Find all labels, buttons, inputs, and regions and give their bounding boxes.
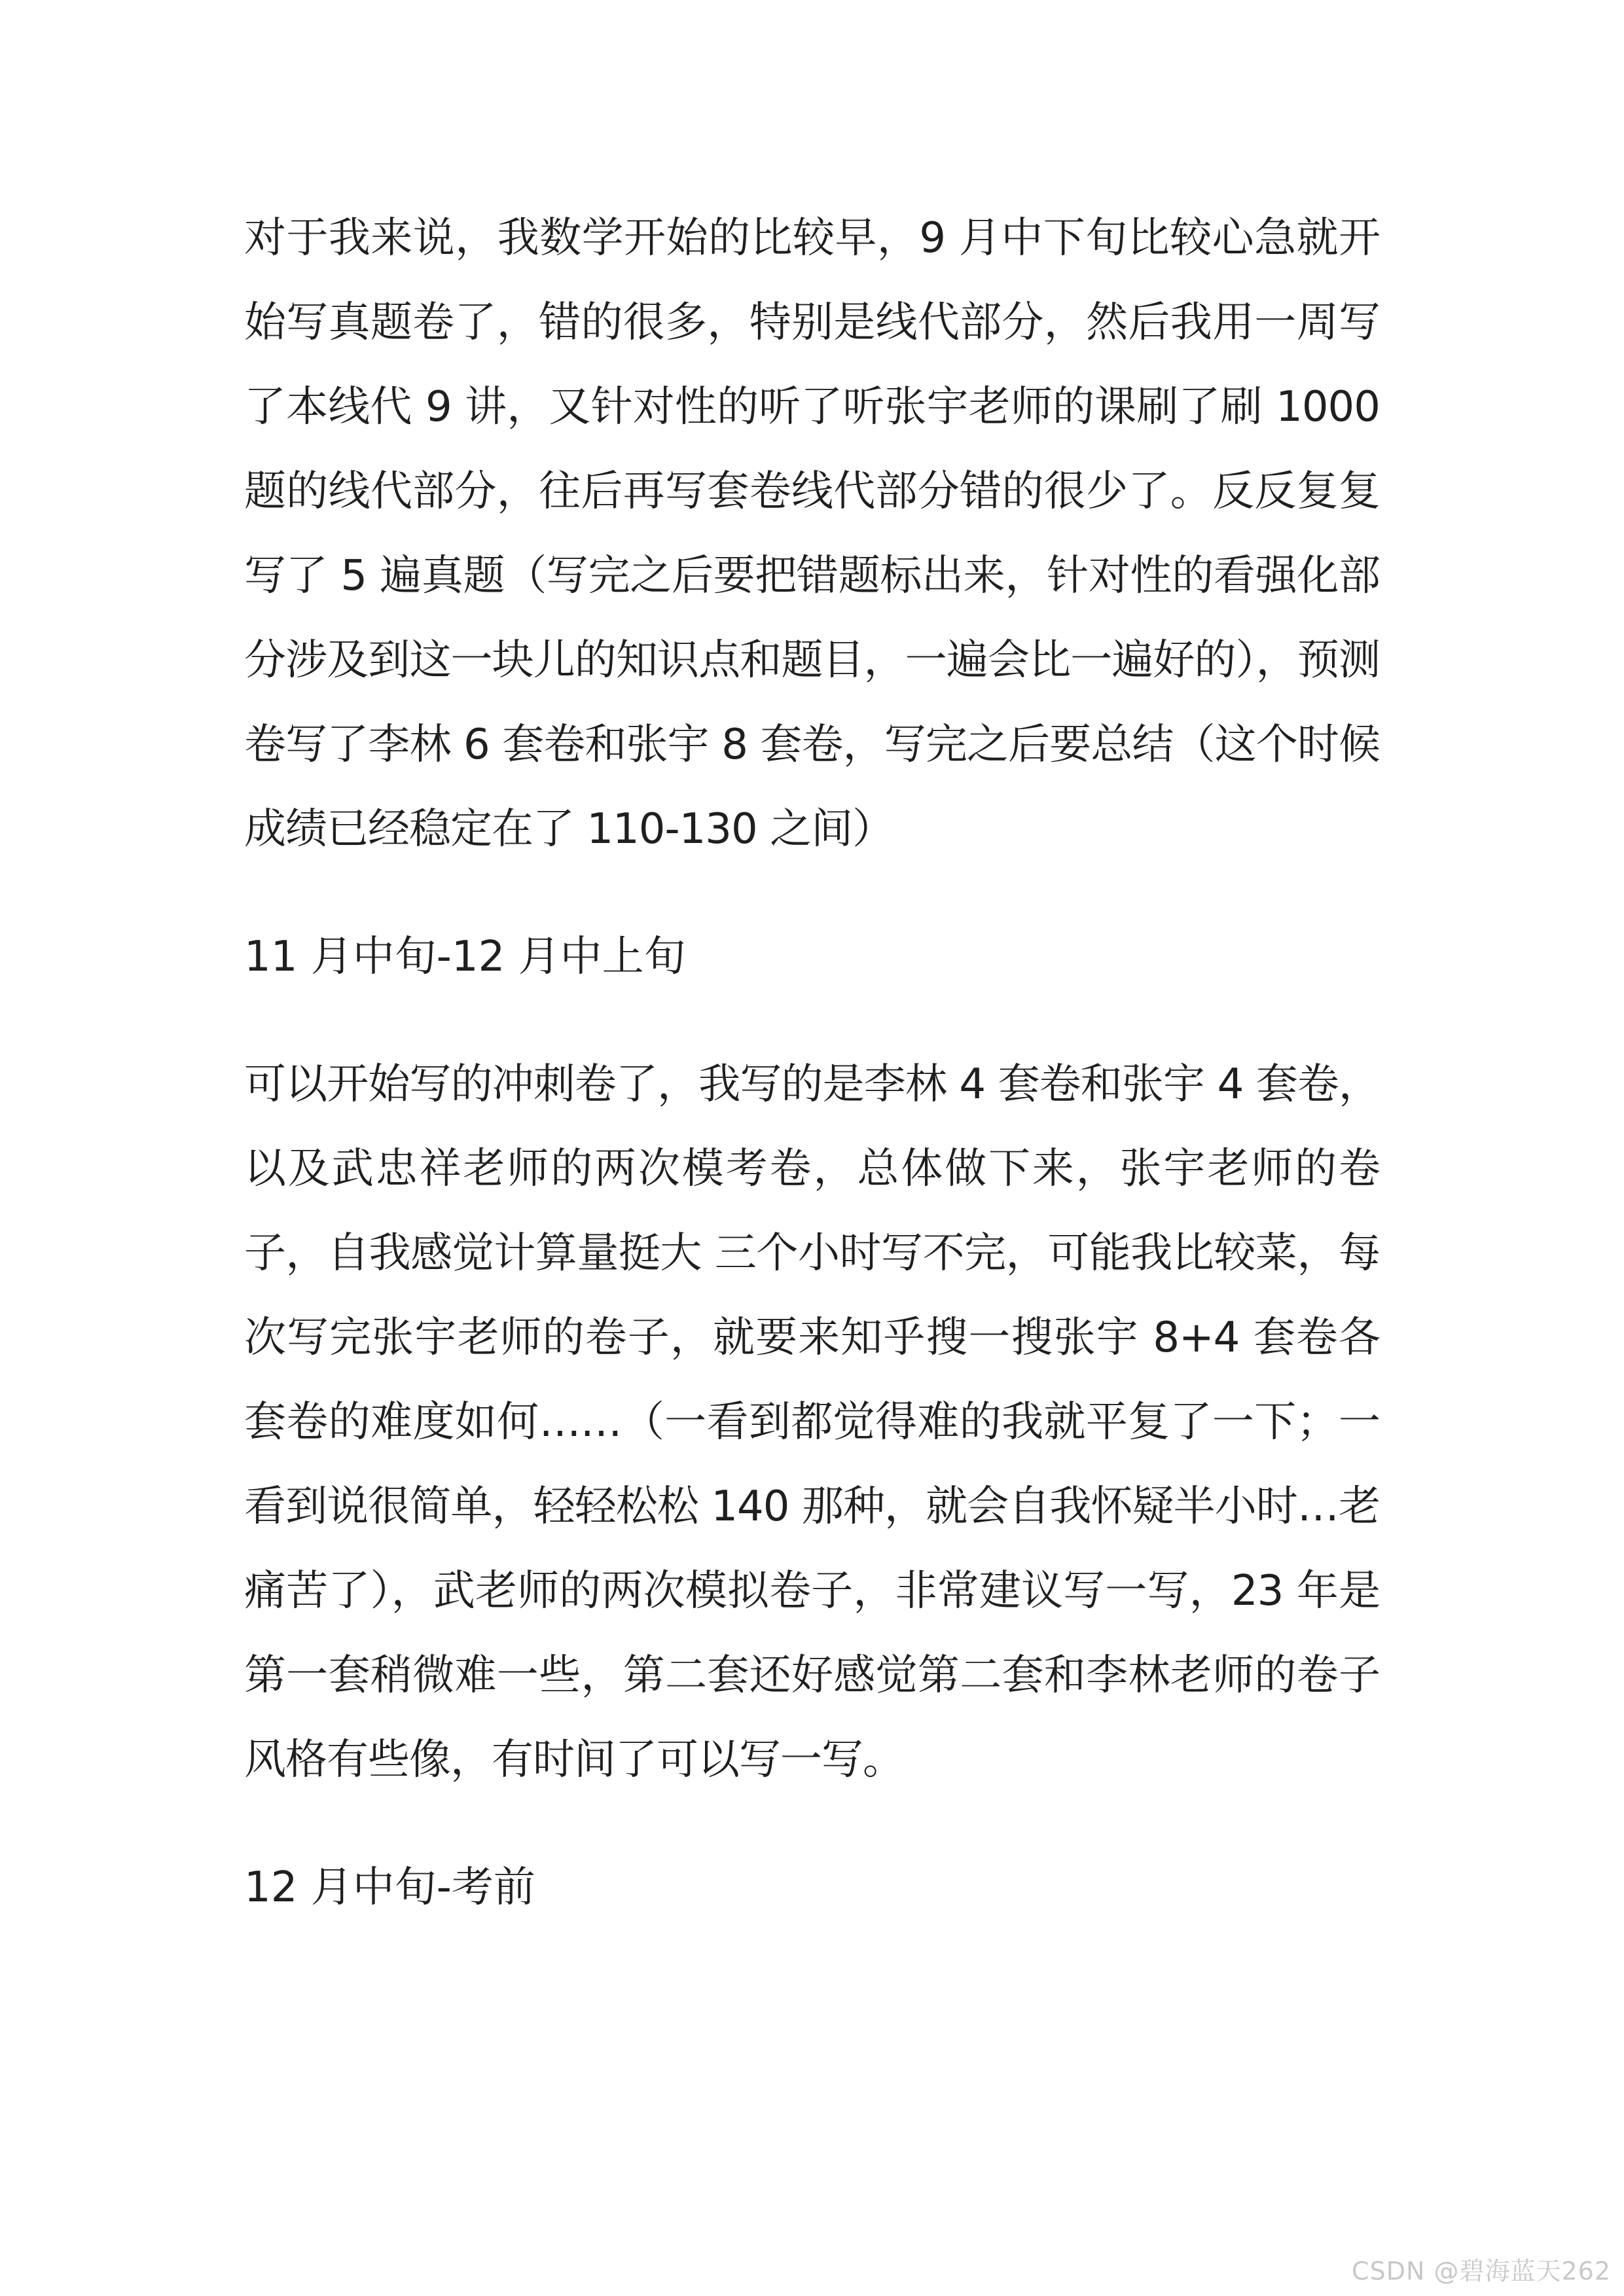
- section-heading-nov-dec: 11 月中旬-12 月中上旬: [244, 933, 686, 981]
- section-heading-dec-exam: 12 月中旬-考前: [244, 1863, 535, 1912]
- document-body: [244, 196, 1380, 1930]
- paragraph-math-prep: 对于我来说，我数学开始的比较早，9 月中下旬比较心急就开始写真题卷了，错的很多，特别是线代部分，然后我用一周写了本线代 9 讲，又针对性的听了听张宇老师的课刷了刷 1000 题的线代部分，往后再写套卷线代部分错的很少了。反反复复写了 5 遍真题（写完之后要把错题标出来，针对性的看强化部分涉及到这一块儿的知识点和题目，一遍会比一遍好的），预测卷写了李林 6 套卷和张宇 8 套卷，写完之后要总结（这个时候成绩已经稳定在了 110-130 之间）: [244, 214, 1380, 853]
- csdn-watermark: CSDN @碧海蓝天262: [1352, 2257, 1611, 2286]
- paragraph-sprint-papers: 可以开始写的冲刺卷了，我写的是李林 4 套卷和张宇 4 套卷，以及武忠祥老师的两次模考卷，总体做下来，张宇老师的卷子，自我感觉计算量挺大 三个小时写不完，可能我比较菜，每次写完张宇老师的卷子，就要来知乎搜一搜张宇 8+4 套卷各套卷的难度如何……（一看到都觉得难的我就平复了一下；一看到说很简单，轻轻松松 140 那种，就会自我怀疑半小时…老痛苦了），武老师的两次模拟卷子，非常建议写一写，23 年是第一套稍微难一些，第二套还好感觉第二套和李林老师的卷子风格有些像，有时间了可以写一写。: [244, 1060, 1380, 1784]
